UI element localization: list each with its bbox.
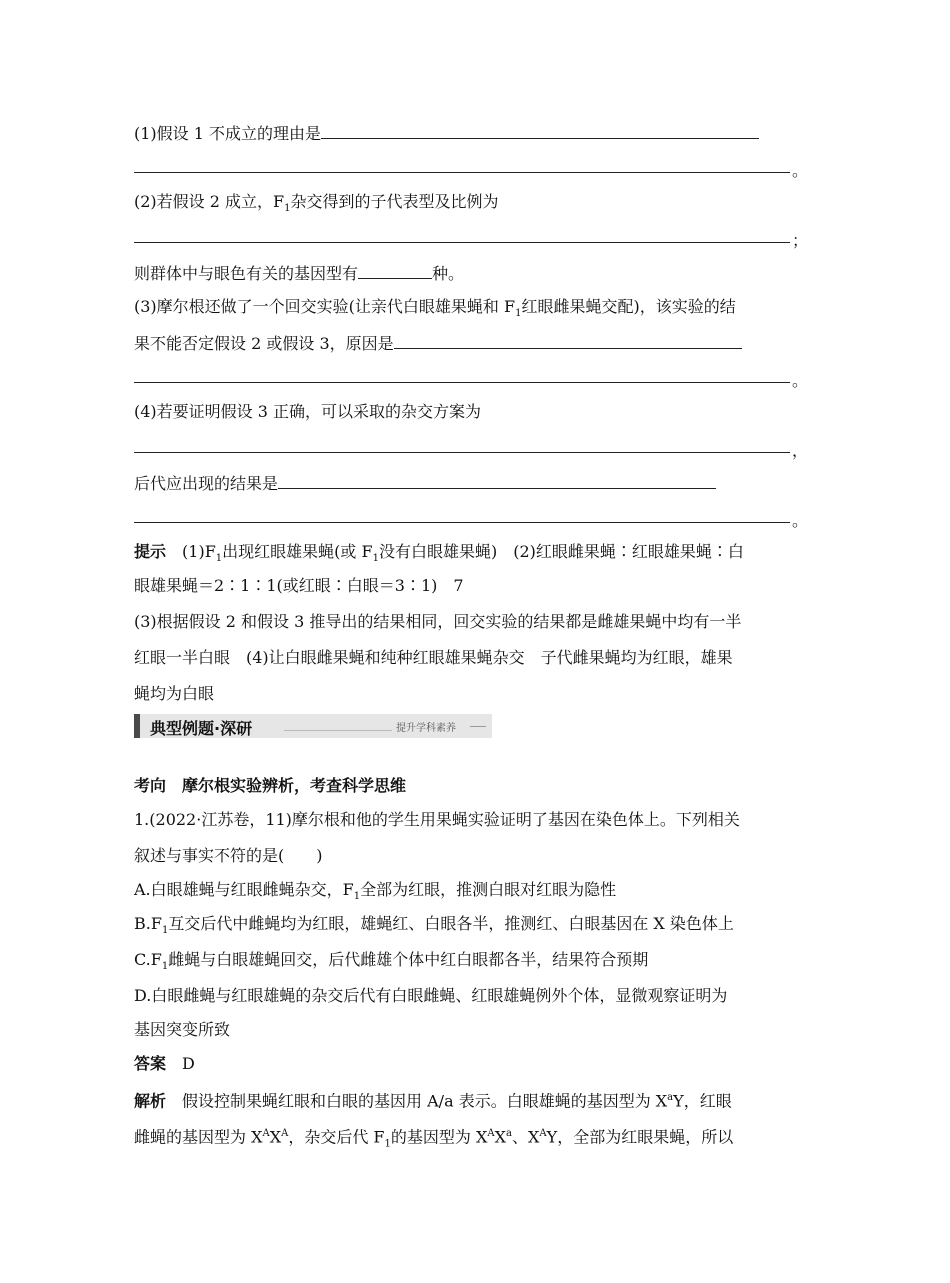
option-d: D.白眼雌蝇与红眼雄蝇的杂交后代有白眼雌蝇、红眼雄蝇例外个体，显微观察证明为: [134, 986, 728, 1005]
question-stem: 1.(2022·江苏卷，11)摩尔根和他的学生用果蝇实验证明了基因在染色体上。下列相关: [134, 810, 740, 829]
banner-subtitle: 提升学科素养: [396, 723, 456, 734]
answer-blank[interactable]: [134, 156, 790, 173]
question-4: (4)若要证明假设 3 正确，可以采取的杂交方案为: [134, 402, 482, 421]
answer-blank[interactable]: [321, 122, 759, 139]
option-b: $B.F_1$互交后代中雌蝇均为红眼，雄蝇红、白眼各半，推测红、白眼基因在 X 染色体上: [134, 914, 734, 937]
answer-blank[interactable]: [394, 332, 742, 349]
section-heading: 考向 摩尔根实验辨析，考查科学思维: [134, 776, 407, 795]
question-3-cont: 果不能否定假设 2 或假设 3，原因是: [134, 332, 742, 354]
hint-line-1: 提示 $(1)F_1$出现红眼雄果蝇(或 $F_1$没有白眼雄果蝇) (2)红眼雌果蝇∶红眼雄果蝇∶白: [134, 542, 744, 565]
option-d-cont: 基因突变所致: [134, 1020, 231, 1039]
analysis-line-1: 解析 假设控制果蝇红眼和白眼的基因用 A/a 表示。白眼雄蝇的基因型为 $X^aY$，红眼: [134, 1091, 732, 1111]
answer-blank[interactable]: [134, 506, 790, 523]
question-stem-cont: 叙述与事实不符的是( ): [134, 846, 323, 865]
question-2-genotype-count: 则群体中与眼色有关的基因型有 种。: [134, 264, 465, 283]
answer-blank[interactable]: [278, 472, 716, 489]
answer-blank[interactable]: [358, 262, 432, 279]
option-a: A.白眼雄蝇与红眼雌蝇杂交，$F_1$全部为红眼，推测白眼对红眼为隐性: [134, 880, 617, 903]
answer-label: 答案: [134, 1054, 167, 1073]
answer-line: [134, 1054, 195, 1074]
answer-blank[interactable]: [134, 436, 790, 453]
answer-value: D: [182, 1054, 195, 1073]
answer-blank[interactable]: [134, 226, 790, 243]
document-page: (1)假设 1 不成立的理由是 。 (2)若假设 2 成立，$F_1$杂交得到的子代表型及比例为 ； 则群体中与眼色有关的基因型有 种。 (3)摩尔根还做了一个回交实验(让亲代白眼雄果蝇和 $F_1$红眼雌果蝇交配)，该实验的结 果不能否定假设 2 或假设 3，原因是 。 (4)若要证明假设 3 正确，可以采取的杂交方案为 ， 后代应出现的结果是 。 提示 $(1)F_1$出现红眼雄果蝇(或 $F_1$没有白眼雄果蝇) (2)红眼雌果蝇∶红眼雄果蝇∶白 眼雄果蝇＝2∶1∶1(或红眼∶白眼＝3∶1) 7 (3)根据假设 2 和假设 3 推导出的结果相同，回交实验的结果都是雌雄果蝇中均有一半 红眼一半白眼 (4)让白眼雌果蝇和纯种红眼雄果蝇杂交 子代雌果蝇均为红眼，雄果 蝇均为白眼 典型例题·深研 提升学科素养 考向 摩尔根实验辨析，考查科学思维 1.(2022·江苏卷，11)摩尔根和他的学生用果蝇实验证明了基因在染色体上。下列相关 叙述与事实不符的是( ) A.白眼雄蝇与红眼雌蝇杂交，$F_1$全部为红眼，推测白眼对红眼为隐性 $B.F_1$互交后代中雌蝇均为红眼，雄蝇红、白眼各半，推测红、白眼基因在 X 染色体上 $C.F_1$雌蝇与白眼雄蝇回交，后代雌雄个体中红白眼都各半，结果符合预期 D.白眼雌蝇与红眼雄蝇的杂交后代有白眼雌蝇、红眼雄蝇例外个体，显微观察证明为 基因突变所致 答案 D 解析 假设控制果蝇红眼和白眼的基因用 A/a 表示。白眼雄蝇的基因型为 $X^aY$，红眼 雌蝇的基因型为 $X^AX^A$，杂交后代 $F_1$的基因型为 $X^AX^a$、$X^AY$，全部为红眼果蝇，所以: [0, 0, 950, 1283]
banner-title: 典型例题·深研: [150, 719, 253, 738]
hint-line-5: 蝇均为白眼: [134, 684, 215, 703]
hint-line-2: 眼雄果蝇＝2∶1∶1(或红眼∶白眼＝3∶1) 7: [134, 576, 464, 595]
analysis-line-2: 雌蝇的基因型为 $X^AX^A$，杂交后代 $F_1$的基因型为 $X^AX^a$、$X^AY$，全部为红眼果蝇，所以: [134, 1127, 734, 1150]
option-c: $C.F_1$雌蝇与白眼雄蝇回交，后代雌雄个体中红白眼都各半，结果符合预期: [134, 950, 649, 973]
hint-line-3: (3)根据假设 2 和假设 3 推导出的结果相同，回交实验的结果都是雌雄果蝇中均有一半: [134, 612, 742, 631]
question-2: (2)若假设 2 成立，$F_1$杂交得到的子代表型及比例为: [134, 192, 499, 215]
banner-bar: [134, 714, 140, 738]
question-1: (1)假设 1 不成立的理由是: [134, 122, 759, 144]
section-banner: [134, 714, 492, 738]
hint-label: 提示: [134, 542, 167, 561]
hint-line-4: 红眼一半白眼 (4)让白眼雌果蝇和纯种红眼雄果蝇杂交 子代雌果蝇均为红眼，雄果: [134, 648, 733, 667]
analysis-label: 解析: [134, 1091, 167, 1111]
answer-blank[interactable]: [134, 366, 790, 383]
question-4-result: 后代应出现的结果是: [134, 472, 716, 494]
question-3: (3)摩尔根还做了一个回交实验(让亲代白眼雄果蝇和 $F_1$红眼雌果蝇交配)，该实验的结: [134, 297, 736, 320]
